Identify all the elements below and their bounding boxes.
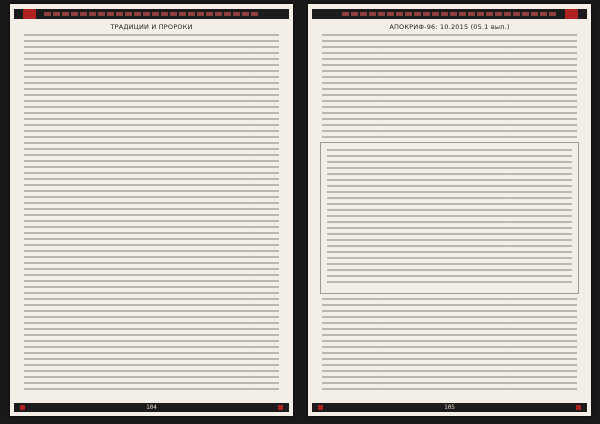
emblem-icon (23, 9, 36, 19)
section-title: ТРАДИЦИИ И ПРОРОКИ (110, 23, 193, 31)
header-banner (14, 9, 289, 19)
page-number: 104 (146, 404, 157, 411)
issue-label: АПОКРИФ-96: 10.2015 (05.1 вып.) (389, 23, 510, 31)
right-page (308, 4, 591, 416)
banner-lettering (44, 12, 259, 16)
page-number: 105 (444, 404, 455, 411)
left-page (10, 4, 293, 416)
footer-bar (14, 403, 289, 412)
banner-lettering (342, 12, 557, 16)
quote-text (327, 149, 572, 287)
body-text (24, 34, 279, 394)
emblem-icon (565, 9, 578, 19)
quote-box (320, 142, 579, 294)
footer-bar (312, 403, 587, 412)
header-banner (312, 9, 587, 19)
